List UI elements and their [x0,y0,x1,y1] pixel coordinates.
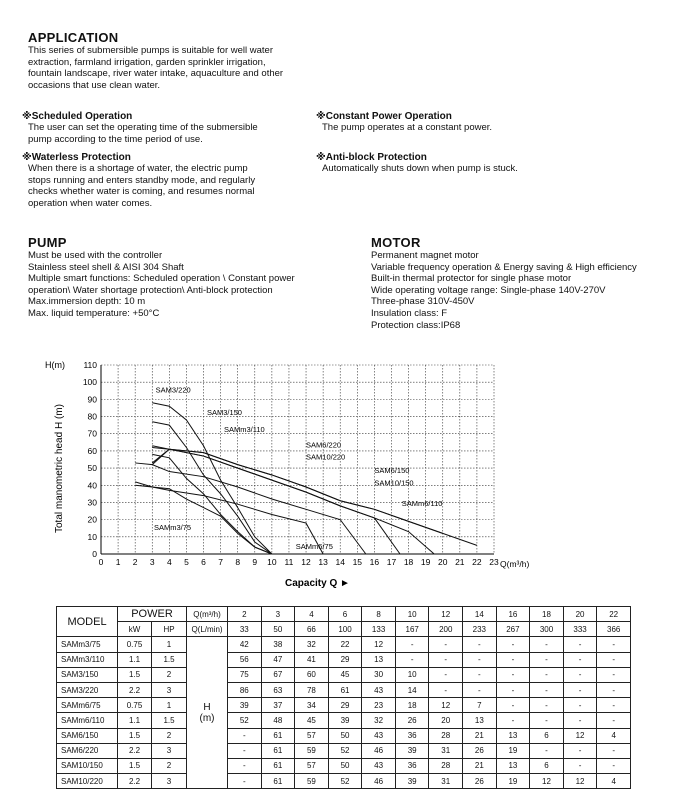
head-value-cell: 63 [261,682,295,697]
head-value-cell: 36 [395,758,429,773]
head-value-cell: - [530,713,564,728]
hp-cell: 2 [152,728,187,743]
head-value-cell: 12 [530,774,564,789]
table-row [57,774,631,789]
x-tick-label: 20 [438,557,448,567]
curve-label: SAMm6/110 [401,498,443,508]
curve-sam3-150 [152,422,272,554]
table-row [57,682,631,697]
model-cell: SAM6/220 [57,743,118,758]
q-m3h-cell: 14 [463,607,497,622]
q-lmin-cell: 33 [228,622,262,637]
hp-cell: 1 [152,698,187,713]
hp-cell: 1 [152,637,187,652]
table-row [57,652,631,667]
pump-spec-line: Max.immersion depth: 10 m [28,296,146,308]
motor-spec-list [371,250,676,331]
kw-cell: 1.1 [118,652,152,667]
hp-header: HP [152,622,187,637]
head-value-cell: - [597,698,631,713]
head-value-cell: 45 [328,667,362,682]
pump-spec-list [28,250,358,320]
head-value-cell: - [530,698,564,713]
kw-cell: 0.75 [118,698,152,713]
head-value-cell: 61 [261,774,295,789]
head-value-cell: 14 [395,682,429,697]
x-tick-label: 9 [252,557,258,567]
x-tick-label: 3 [149,557,155,567]
head-value-cell: - [463,652,497,667]
head-value-cell: 19 [496,743,530,758]
kw-cell: 2.2 [118,774,152,789]
x-tick-label: 0 [98,557,104,567]
curve-label: SAM3/150 [206,407,242,417]
y-axis-title: Total manometric head H (m) [54,404,65,533]
x-tick-label: 16 [369,557,380,567]
head-value-cell: 52 [328,774,362,789]
head-value-cell: 30 [362,667,396,682]
motor-spec-line: Wide operating voltage range: Single-phase 140V-270V [371,284,606,296]
kw-header: kW [118,622,152,637]
x-tick-label: 23 [489,557,499,567]
x-axis-title: Capacity Q ► [285,578,350,589]
head-value-cell: 7 [463,698,497,713]
head-value-cell: 52 [228,713,262,728]
q-m3h-cell: 6 [328,607,362,622]
head-value-cell: 52 [328,743,362,758]
curve-label: SAMm6/75 [295,541,333,551]
head-value-cell: 12 [362,637,396,652]
q-m3h-header: Q(m³/h) [187,607,228,622]
y-tick-label: 110 [83,360,97,370]
hp-cell: 3 [152,682,187,697]
y-tick-label: 70 [87,428,97,439]
feature-body: Automatically shuts down when pump is stuck. [322,163,518,174]
head-value-cell: 23 [362,698,396,713]
x-tick-label: 14 [335,557,345,567]
head-value-cell: - [597,637,631,652]
curve-sam6-150 [152,449,434,554]
x-tick-label: 6 [201,557,206,567]
head-value-cell: 4 [597,774,631,789]
hp-cell: 3 [152,743,187,758]
feature-anti-block [316,152,646,175]
curve-label: SAM6/150 [374,466,410,476]
motor-spec-line: Built-in thermal protector for single phase motor [371,273,572,285]
head-value-cell: 41 [295,652,329,667]
table-row [57,728,631,743]
pump-spec-line: Must be used with the controller [28,250,163,261]
head-value-cell: - [228,728,262,743]
head-value-cell: 26 [463,743,497,758]
x-tick-label: 17 [386,557,397,567]
table-row [57,758,631,773]
q-lmin-cell: 333 [563,622,597,637]
feature-scheduled-operation [22,111,312,145]
q-m3h-cell: 4 [295,607,329,622]
q-m3h-cell: 18 [530,607,564,622]
motor-spec-line: Protection class:IP68 [371,319,461,331]
y-tick-label: 100 [82,377,97,388]
q-m3h-cell: 20 [563,607,597,622]
kw-cell: 1.1 [118,713,152,728]
q-lmin-header: Q(L/min) [187,622,228,637]
curve-sam10-150 [152,449,400,554]
head-value-cell: 32 [295,637,329,652]
head-value-cell: 21 [463,728,497,743]
motor-spec-line: Permanent magnet motor [371,250,479,261]
head-value-cell: 21 [463,758,497,773]
head-value-cell: 22 [328,637,362,652]
q-lmin-cell: 200 [429,622,463,637]
head-value-cell: 28 [429,728,463,743]
y-tick-label: 20 [87,514,97,525]
head-value-cell: 43 [362,682,396,697]
y-tick-label: 10 [87,531,97,542]
pump-heading: PUMP [28,235,67,250]
head-value-cell: - [563,652,597,667]
model-cell: SAMm3/110 [57,652,118,667]
head-value-cell: 13 [496,758,530,773]
head-value-cell: - [463,682,497,697]
table-header-row [57,607,631,622]
q-lmin-cell: 50 [261,622,295,637]
head-value-cell: 13 [496,728,530,743]
y-tick-label: 30 [87,497,97,508]
feature-waterless-protection [22,152,312,209]
head-value-cell: - [597,667,631,682]
model-cell: SAMm6/110 [57,713,118,728]
kw-cell: 2.2 [118,743,152,758]
feature-body: The pump operates at a constant power. [322,122,493,133]
head-value-cell: 48 [261,713,295,728]
q-lmin-cell: 167 [395,622,429,637]
head-value-cell: 57 [295,728,329,743]
head-value-cell: 26 [395,713,429,728]
head-value-cell: 46 [362,774,396,789]
head-value-cell: 61 [328,682,362,697]
head-value-cell: - [563,713,597,728]
kw-cell: 2.2 [118,682,152,697]
pump-spec-line: operation\ Water shortage protection\ Anti-block protection [28,284,273,296]
kw-cell: 1.5 [118,758,152,773]
head-value-cell: 50 [328,728,362,743]
table-row [57,698,631,713]
head-value-cell: 12 [563,774,597,789]
head-value-cell: - [496,713,530,728]
q-m3h-cell: 10 [395,607,429,622]
head-value-cell: - [496,652,530,667]
head-value-cell: - [530,667,564,682]
x-tick-label: 11 [284,557,294,567]
q-m3h-cell: 3 [261,607,295,622]
hp-cell: 1.5 [152,713,187,728]
head-value-cell: - [597,713,631,728]
head-value-cell: 86 [228,682,262,697]
table-subheader-row [57,622,631,637]
head-value-cell: 42 [228,637,262,652]
head-value-cell: - [463,637,497,652]
x-tick-label: 18 [403,557,414,567]
curve-label: SAMm3/75 [153,522,192,532]
curve-label: SAM3/220 [155,385,191,395]
x-tick-label: 5 [184,557,189,567]
head-value-cell: - [228,758,262,773]
performance-table [56,606,631,789]
q-m3h-cell: 8 [362,607,396,622]
head-value-cell: 19 [496,774,530,789]
head-value-cell: - [563,698,597,713]
q-lmin-cell: 133 [362,622,396,637]
curve-label: SAMm3/110 [224,425,265,435]
feature-body: The user can set the operating time of the submersible pump according to the time period of use. [28,122,258,145]
head-value-cell: 59 [295,774,329,789]
model-cell: SAM3/150 [57,667,118,682]
application-heading: APPLICATION [28,30,119,45]
pump-performance-chart [0,350,680,595]
hp-cell: 3 [152,774,187,789]
head-value-cell: 20 [429,713,463,728]
model-header: MODEL [57,607,118,637]
q-m3h-cell: 2 [228,607,262,622]
model-cell: SAM10/150 [57,758,118,773]
head-value-cell: 29 [328,652,362,667]
head-value-cell: 36 [395,728,429,743]
head-value-cell: 61 [261,728,295,743]
head-value-cell: 61 [261,758,295,773]
model-cell: SAM10/220 [57,774,118,789]
head-value-cell: - [228,743,262,758]
head-value-cell: - [563,743,597,758]
x-tick-label: 13 [318,557,328,567]
head-value-cell: 67 [261,667,295,682]
x-tick-label: 7 [218,557,223,567]
curve-label: SAM10/150 [374,478,414,488]
head-value-cell: 26 [463,774,497,789]
application-body: This series of submersible pumps is suitable for well water extraction, farmland irrigation, garden sprinkler irrigation, fountain landscape, river water intake, aquaculture and other occasions that use clean water. [28,45,284,91]
head-value-cell: - [395,652,429,667]
table-row [57,743,631,758]
head-value-cell: - [429,637,463,652]
feature-constant-power [316,111,646,134]
x-tick-label: 12 [301,557,311,567]
head-label-cell: H (m) [187,637,228,789]
head-value-cell: - [530,743,564,758]
head-value-cell: 43 [362,728,396,743]
table-row [57,637,631,652]
model-cell: SAMm3/75 [57,637,118,652]
x-tick-label: 22 [472,557,482,567]
head-value-cell: - [530,682,564,697]
head-value-cell: 12 [563,728,597,743]
head-value-cell: 13 [362,652,396,667]
q-lmin-cell: 233 [463,622,497,637]
x-tick-label: 10 [267,557,277,567]
model-cell: SAM6/150 [57,728,118,743]
head-value-cell: 10 [395,667,429,682]
head-value-cell: 31 [429,743,463,758]
head-value-cell: 32 [362,713,396,728]
feature-title: ※Waterless Protection [22,152,131,163]
head-value-cell: 39 [228,698,262,713]
head-value-cell: - [395,637,429,652]
y-tick-label: 80 [87,411,97,422]
head-value-cell: - [496,698,530,713]
head-value-cell: - [597,758,631,773]
head-value-cell: - [597,743,631,758]
head-value-cell: - [597,652,631,667]
head-value-cell: - [429,652,463,667]
y-tick-label: 90 [87,394,97,405]
head-value-cell: - [228,774,262,789]
q-lmin-cell: 300 [530,622,564,637]
head-value-cell: 12 [429,698,463,713]
q-m3h-cell: 12 [429,607,463,622]
feature-title: ※Anti-block Protection [316,152,427,163]
kw-cell: 1.5 [118,667,152,682]
head-value-cell: 18 [395,698,429,713]
y-tick-label: 0 [92,549,97,559]
curve-label: SAM10/220 [306,452,346,462]
x-tick-label: 21 [455,557,465,567]
table-row [57,713,631,728]
feature-body: When there is a shortage of water, the electric pump stops running and enters standby mode, and regularly checks whether water is coming, and resumes normal operation when water comes. [28,163,256,209]
y-tick-label: 50 [87,463,97,474]
head-value-cell: 50 [328,758,362,773]
pump-spec-line: Max. liquid temperature: +50°C [28,307,160,319]
head-value-cell: - [563,758,597,773]
feature-title: ※Constant Power Operation [316,111,452,122]
head-value-cell: 61 [261,743,295,758]
x-tick-label: 19 [420,557,431,567]
head-value-cell: - [496,637,530,652]
model-cell: SAMm6/75 [57,698,118,713]
head-value-cell: - [429,667,463,682]
power-header: POWER [118,607,187,622]
kw-cell: 1.5 [118,728,152,743]
head-value-cell: 47 [261,652,295,667]
head-value-cell: - [563,667,597,682]
table-row [57,667,631,682]
head-value-cell: 13 [463,713,497,728]
head-value-cell: 39 [395,774,429,789]
motor-spec-line: Three-phase 310V-450V [371,296,475,308]
head-value-cell: 59 [295,743,329,758]
head-value-cell: 6 [530,758,564,773]
pump-spec-line: Stainless steel shell & AISI 304 Shaft [28,261,184,273]
head-value-cell: 43 [362,758,396,773]
head-value-cell: - [463,667,497,682]
head-value-cell: 56 [228,652,262,667]
q-lmin-cell: 100 [328,622,362,637]
head-value-cell: 6 [530,728,564,743]
head-value-cell: 4 [597,728,631,743]
model-cell: SAM3/220 [57,682,118,697]
x-tick-label: 15 [352,557,363,567]
head-value-cell: 31 [429,774,463,789]
head-value-cell: 57 [295,758,329,773]
feature-title: ※Scheduled Operation [22,111,133,122]
q-lmin-cell: 66 [295,622,329,637]
head-value-cell: 38 [261,637,295,652]
q-lmin-cell: 267 [496,622,530,637]
hp-cell: 1.5 [152,652,187,667]
head-value-cell: 78 [295,682,329,697]
curve-label: SAM6/220 [306,440,342,450]
head-value-cell: - [429,682,463,697]
head-value-cell: - [530,637,564,652]
x-tick-label: 4 [166,557,172,567]
y-tick-label: 40 [87,480,97,491]
head-value-cell: - [563,682,597,697]
x-tick-label: 2 [132,557,138,567]
head-value-cell: - [496,667,530,682]
head-value-cell: 60 [295,667,329,682]
motor-heading: MOTOR [371,235,421,250]
head-value-cell: 45 [295,713,329,728]
head-value-cell: 39 [395,743,429,758]
head-value-cell: - [530,652,564,667]
head-value-cell: 39 [328,713,362,728]
q-m3h-cell: 22 [597,607,631,622]
pump-spec-line: Multiple smart functions: Scheduled operation \ Constant power [28,273,295,285]
head-value-cell: 28 [429,758,463,773]
hp-cell: 2 [152,667,187,682]
head-value-cell: 46 [362,743,396,758]
head-value-cell: 75 [228,667,262,682]
kw-cell: 0.75 [118,637,152,652]
head-value-cell: 29 [328,698,362,713]
q-m3h-cell: 16 [496,607,530,622]
hp-cell: 2 [152,758,187,773]
y-unit-label: H(m) [45,360,65,370]
q-lmin-cell: 366 [597,622,631,637]
x-tick-label: 8 [235,557,241,567]
x-unit-label: Q(m³/h) [500,559,530,569]
motor-spec-line: Insulation class: F [371,307,448,319]
x-tick-label: 1 [115,557,121,567]
head-value-cell: - [597,682,631,697]
head-value-cell: - [563,637,597,652]
motor-spec-line: Variable frequency operation & Energy saving & High efficiency [371,261,637,273]
y-tick-label: 60 [87,445,97,456]
head-value-cell: - [496,682,530,697]
head-value-cell: 34 [295,698,329,713]
head-value-cell: 37 [261,698,295,713]
